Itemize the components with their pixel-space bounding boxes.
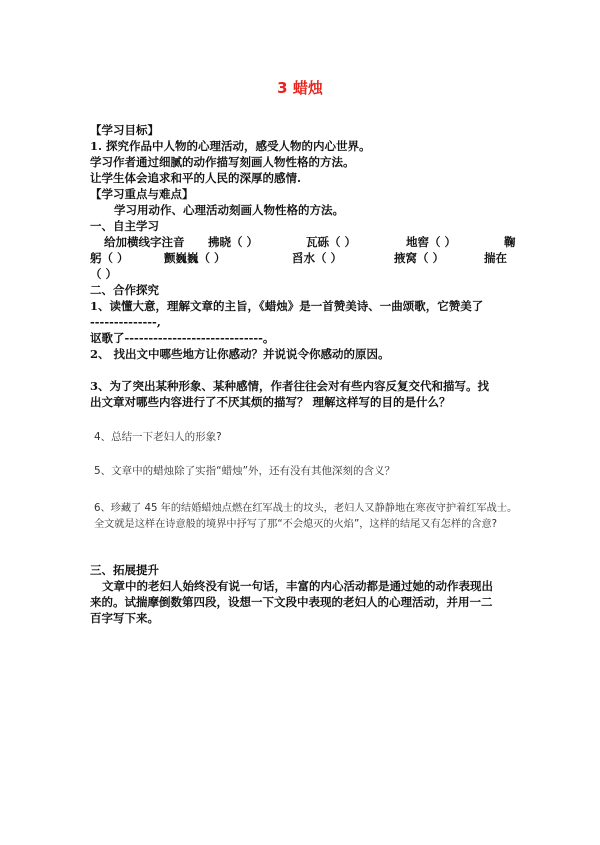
pinyin-item: 瓦砾（ ） (306, 235, 357, 249)
goals-heading: 【学习目标】 (90, 123, 159, 137)
goal-item: 学习作者通过细腻的动作描写刻画人物性格的方法。 (90, 155, 355, 169)
question-6: 6、珍藏了 45 年的结婚蜡烛点燃在红军战士的坟头，老妇人又静静地在寒夜守护着红军战士。 (94, 503, 518, 514)
extension-text: 文章中的老妇人始终没有说一句话，丰富的内心活动都是通过她的动作表现出 (102, 579, 493, 593)
pinyin-item: 掖窝（ ） (394, 251, 445, 265)
goal-item: 让学生体会追求和平的人民的深厚的感情. (90, 171, 302, 185)
section3-heading: 三、拓展提升 (90, 563, 159, 577)
goal-item: 1. 探究作品中人物的心理活动，感受人物的内心世界。 (90, 139, 371, 153)
pinyin-item: 躬（ ） (90, 251, 129, 265)
pinyin-prompt: 给加横线字注音 (104, 235, 185, 249)
pinyin-item: 揣在 (484, 251, 507, 265)
extension-text: 来的。试揣摩倒数第四段，设想一下文段中表现的老妇人的心理活动，并用一二 (90, 595, 493, 609)
question-2: 2、 找出文中哪些地方让你感动？并说说令你感动的原因。 (90, 347, 390, 361)
question-4: 4、总结一下老妇人的形象? (94, 431, 222, 443)
pinyin-item: 舀水（ ） (292, 251, 343, 265)
question-1: 1、读懂大意，理解文章的主旨，《蜡烛》是一首赞美诗、一曲颂歌，它赞美了 (90, 299, 484, 313)
key-points-heading: 【学习重点与难点】 (90, 187, 194, 201)
question-6: 全文就是这样在诗意般的境界中抒写了那“不会熄灭的火焰”，这样的结尾又有怎样的含意? (94, 519, 498, 530)
question-1-blank: 讴歌了-----------------------------。 (90, 331, 275, 345)
pinyin-item: 鞠 (504, 235, 516, 249)
key-points-text: 学习用动作、心理活动刻画人物性格的方法。 (114, 203, 344, 217)
page-title: 3 蜡烛 (277, 79, 323, 97)
pinyin-item: （ ） (90, 267, 118, 281)
question-5: 5、文章中的蜡烛除了实指“蜡烛”外，还有没有其他深刻的含义？ (94, 465, 396, 477)
pinyin-item: 颤巍巍（ ） (164, 251, 226, 265)
pinyin-item: 拂晓（ ） (208, 235, 259, 249)
question-1-blank: --------------, (90, 315, 161, 329)
pinyin-item: 地窖（ ） (406, 235, 457, 249)
question-3: 出文章对哪些内容进行了不厌其烦的描写？ 理解这样写的目的是什么？ (90, 395, 451, 409)
section2-heading: 二、合作探究 (90, 283, 159, 297)
extension-text: 百字写下来。 (90, 611, 159, 625)
question-3: 3、为了突出某种形象、某种感情，作者往往会对有些内容反复交代和描写。找 (90, 379, 489, 393)
section1-heading: 一、自主学习 (90, 219, 159, 233)
